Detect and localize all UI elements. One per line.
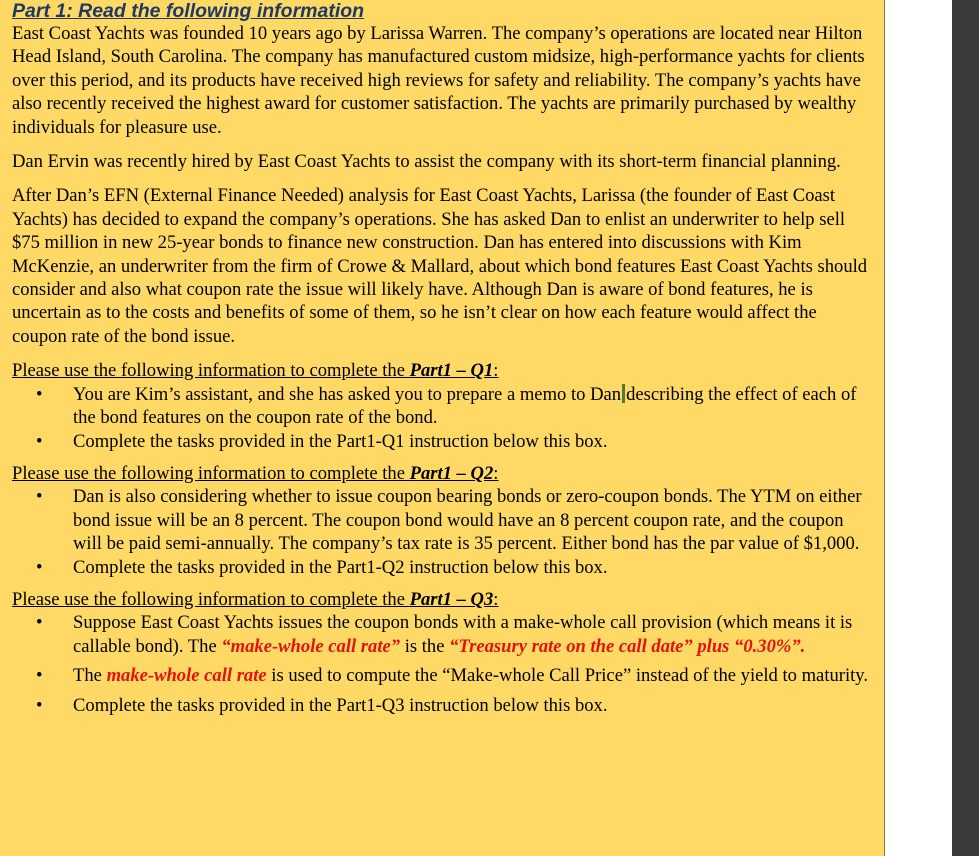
bullet-icon: •	[36, 556, 43, 578]
list-item: • The make-whole call rate is used to compute the “Make-whole Call Price” instead of the yield to maturity.	[36, 665, 869, 687]
q2-bullet-list	[12, 485, 872, 579]
list-item: • Complete the tasks provided in the Part1-Q2 instruction below this box.	[36, 556, 608, 578]
bullet-icon: •	[36, 383, 43, 405]
bullet-icon: •	[36, 486, 43, 508]
section-q1-heading: Please use the following information to complete the Part1 – Q1:	[12, 360, 499, 382]
text-cursor	[622, 384, 625, 403]
section-q3	[12, 588, 872, 717]
list-item: • You are Kim’s assistant, and she has asked you to prepare a memo to Dan describing the effect of each of the bond features on the coupon rate of the bond.	[36, 383, 857, 429]
list-item: • Complete the tasks provided in the Part1-Q1 instruction below this box.	[36, 430, 608, 452]
q2-reference: Part1 – Q2	[409, 462, 494, 484]
bullet-icon: •	[36, 612, 43, 634]
make-whole-call-rate-term: make-whole call rate	[106, 665, 267, 687]
list-item: • Dan is also considering whether to issue coupon bearing bonds or zero-coupon bonds. The YTM on either bond issue will be an 8 percent. The coupon bond would have an 8 percent coupon rate, and the coupon will be paid semi-annually. The company’s tax rate is 35 percent. Either bond has the par value of $1,000.	[36, 486, 862, 555]
list-item: • Suppose East Coast Yachts issues the coupon bonds with a make-whole call provision (which means it is callable bond). The “make-whole call rate” is the “Treasury rate on the call date” plus “0.30%”.	[36, 612, 853, 657]
section-q1	[12, 359, 872, 453]
bullet-icon: •	[36, 694, 43, 716]
bullet-icon: •	[36, 430, 43, 452]
section-q2	[12, 462, 872, 579]
paragraph-efn-analysis: After Dan’s EFN (External Finance Needed) analysis for East Coast Yachts, Larissa (the founder of East Coast Yachts) has decided to expand the company’s operations. She has asked Dan to enlist an underwriter to help sell $75 million in new 25-year bonds to finance new construction. Dan has entered into discussions with Kim McKenzie, an underwriter from the firm of Crowe & Mallard, about which bond features East Coast Yachts should consider and also what coupon rate the issue will likely have. Although Dan is aware of bond features, he is uncertain as to the costs and benefits of some of them, so he isn’t clear on how each feature would affect the coupon rate of the bond issue.	[12, 185, 868, 347]
page-margin-area	[886, 0, 952, 856]
list-item: • Complete the tasks provided in the Part1-Q3 instruction below this box.	[36, 694, 608, 716]
paragraph-company-intro: East Coast Yachts was founded 10 years ago by Larissa Warren. The company’s operations are located near Hilton Head Island, South Carolina. The company has manufactured custom midsize, high-performance yachts for clients over this period, and its products have received high reviews for safety and reliability. The company’s yachts have also recently received the highest award for customer satisfaction. The yachts are primarily purchased by wealthy individuals for pleasure use.	[12, 23, 865, 138]
section-q2-heading: Please use the following information to complete the Part1 – Q2:	[12, 462, 499, 484]
paragraph-dan-hired: Dan Ervin was recently hired by East Coast Yachts to assist the company with its short-term financial planning.	[12, 151, 841, 173]
vertical-scrollbar[interactable]	[952, 0, 979, 856]
treasury-rate-term: “Treasury rate on the call date” plus “0.30%”.	[449, 635, 806, 657]
q1-bullet-list	[12, 383, 872, 453]
make-whole-call-rate-term: “make-whole call rate”	[221, 635, 401, 657]
section-q3-heading: Please use the following information to complete the Part1 – Q3:	[12, 588, 499, 610]
bullet-icon: •	[36, 665, 43, 687]
q1-reference: Part1 – Q1	[409, 360, 494, 382]
q3-reference: Part1 – Q3	[409, 588, 494, 610]
q3-bullet-list	[12, 611, 872, 717]
page-title: Part 1: Read the following information	[12, 0, 365, 22]
